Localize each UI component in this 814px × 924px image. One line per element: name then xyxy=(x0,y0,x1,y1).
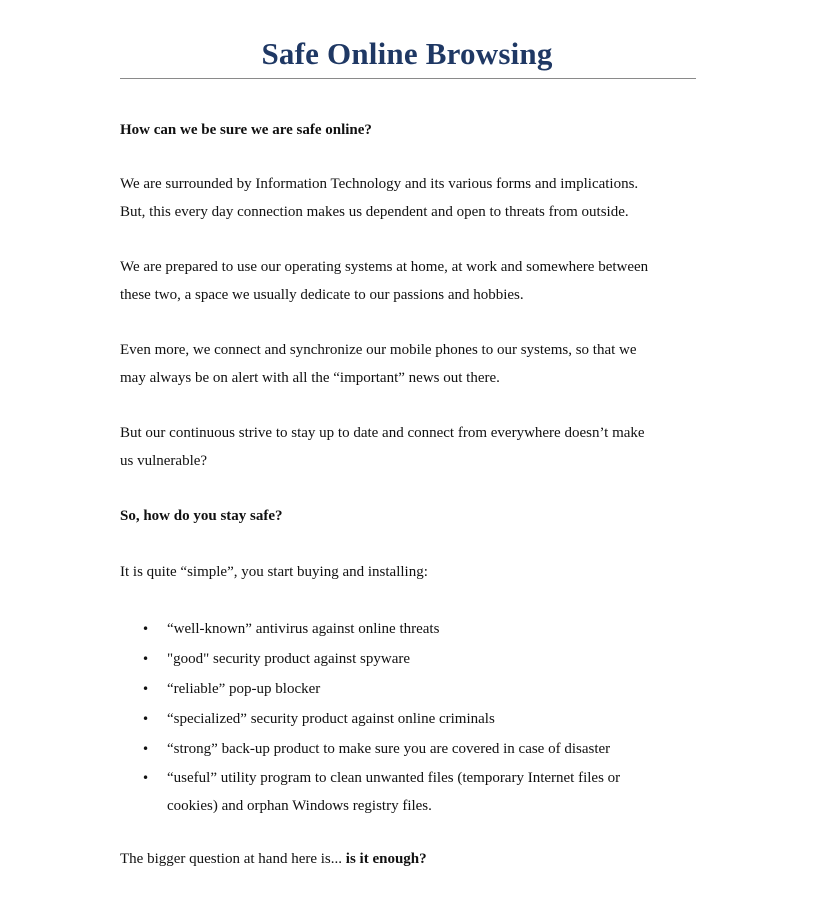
bullet-icon: • xyxy=(142,622,150,636)
paragraph-intro-list: It is quite “simple”, you start buying and installing: xyxy=(120,564,428,580)
list-item-text: “specialized” security product against online criminals xyxy=(167,711,495,727)
list-item xyxy=(120,704,700,734)
paragraph-line: Even more, we connect and synchronize our mobile phones to our systems, so that we xyxy=(120,342,637,358)
paragraph-line: these two, a space we usually dedicate to our passions and hobbies. xyxy=(120,287,524,303)
document-title: Safe Online Browsing xyxy=(261,36,553,71)
closing-emphasis: is it enough? xyxy=(345,851,427,867)
list-item-text: “strong” back-up product to make sure you are covered in case of disaster xyxy=(167,741,611,757)
list-item xyxy=(120,644,700,674)
bullet-icon: • xyxy=(142,652,150,666)
paragraph-vulnerable xyxy=(120,419,700,475)
list-item xyxy=(120,674,700,704)
list-item-text: “useful” utility program to clean unwanted files (temporary Internet files or xyxy=(167,770,621,786)
paragraph-mobile-phones xyxy=(120,336,700,392)
list-item-text: "good" security product against spyware xyxy=(167,651,411,667)
paragraph-line: We are surrounded by Information Technology and its various forms and implications. xyxy=(120,176,639,192)
list-item xyxy=(120,614,700,644)
bullet-icon: • xyxy=(142,682,150,696)
paragraph-line: But, this every day connection makes us dependent and open to threats from outside. xyxy=(120,204,629,220)
security-products-list xyxy=(120,614,700,820)
list-item xyxy=(120,734,700,764)
bullet-icon: • xyxy=(142,742,150,756)
paragraph-line: us vulnerable? xyxy=(120,453,208,469)
bullet-icon: • xyxy=(142,712,150,726)
paragraph-operating-systems xyxy=(120,253,700,309)
list-item-text: “well-known” antivirus against online threats xyxy=(167,621,440,637)
section-heading-stay-safe: So, how do you stay safe? xyxy=(120,508,283,524)
closing-question xyxy=(120,845,700,873)
paragraph-line: may always be on alert with all the “important” news out there. xyxy=(120,370,500,386)
list-item-text: cookies) and orphan Windows registry files. xyxy=(167,798,432,814)
section-heading-safe-online: How can we be sure we are safe online? xyxy=(120,122,372,138)
bullet-icon: • xyxy=(142,771,150,785)
paragraph-line: We are prepared to use our operating systems at home, at work and somewhere between xyxy=(120,259,649,275)
paragraph-line: But our continuous strive to stay up to date and connect from everywhere doesn’t make xyxy=(120,425,645,441)
list-item xyxy=(120,764,700,820)
list-item-text: “reliable” pop-up blocker xyxy=(167,681,321,697)
title-underline-rule xyxy=(120,78,696,79)
paragraph-information-technology xyxy=(120,170,700,226)
closing-text: The bigger question at hand here is... xyxy=(120,851,346,867)
